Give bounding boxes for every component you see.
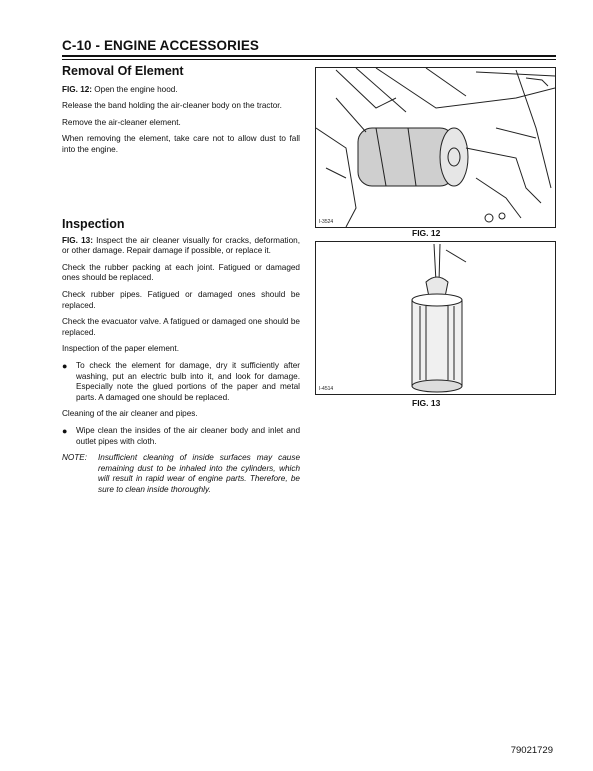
header-rule-thick: [62, 55, 556, 57]
inspection-title: Inspection: [62, 217, 125, 231]
inspection-paragraph-1: FIG. 13: Inspect the air cleaner visually for cracks, deformation, or other damage. Repair damage if possible, or replace it.: [62, 235, 300, 256]
inspection-paragraph-4: Check the evacuator valve. A fatigued or damaged one should be replaced.: [62, 317, 300, 337]
header-title: C-10 - ENGINE ACCESSORIES: [62, 38, 260, 53]
paper-element-bulb-illustration: [316, 242, 555, 394]
fig13-illustration: [315, 241, 556, 395]
removal-paragraph-4: When removing the element, take care not to allow dust to fall into the engine.: [62, 134, 300, 154]
inspection-section: [62, 219, 300, 501]
inspection-paragraph-2: Check the rubber packing at each joint. Fatigued or damaged ones should be replaced.: [62, 262, 300, 283]
bullet-item-2: ● Wipe clean the insides of the air cleaner body and inlet and outlet pipes with cloth.: [62, 425, 300, 446]
fig12-reference: FIG. 12:: [62, 84, 93, 94]
removal-title: Removal Of Element: [62, 64, 184, 78]
header-rule-thin: [62, 59, 556, 60]
bullet-item-1: ● To check the element for damage, dry it sufficiently after washing, put an electric bulb into it, and look for damage. Especially note the glued portions of the paper and metal parts. A damaged one should be replaced.: [62, 360, 300, 402]
fig13-code: I-4514: [319, 386, 334, 392]
removal-paragraph-3: Remove the air-cleaner element.: [62, 117, 181, 127]
air-cleaner-engine-illustration: [316, 68, 555, 227]
note-text: Insufficient cleaning of inside surfaces may cause remaining dust to be inhaled into the cylinders, which will result in rapid wear of engine parts. Therefore, be sure to clean inside thoroughly.: [98, 453, 300, 494]
removal-section: [62, 66, 300, 162]
fig12-label: FIG. 12: [412, 228, 441, 238]
fig12-code: I-3524: [319, 219, 334, 225]
inspection-paragraph-3: Check rubber pipes. Fatigued or damaged ones should be replaced.: [62, 289, 300, 310]
removal-paragraph-1: FIG. 12: Open the engine hood.: [62, 84, 178, 94]
removal-paragraph-2: Release the band holding the air-cleaner body on the tractor.: [62, 101, 282, 111]
page-header: [62, 38, 556, 60]
note: [62, 453, 300, 495]
page-number: 79021729: [510, 745, 553, 756]
fig13-label: FIG. 13: [412, 398, 441, 408]
fig13-reference: FIG. 13:: [62, 235, 93, 245]
inspection-paragraph-5: Inspection of the paper element.: [62, 344, 179, 354]
note-label: NOTE:: [62, 453, 88, 463]
bullet-icon: ●: [62, 425, 68, 436]
inspection-paragraph-6: Cleaning of the air cleaner and pipes.: [62, 409, 198, 419]
bullet-icon: ●: [62, 360, 68, 371]
fig12-illustration: [315, 67, 556, 228]
